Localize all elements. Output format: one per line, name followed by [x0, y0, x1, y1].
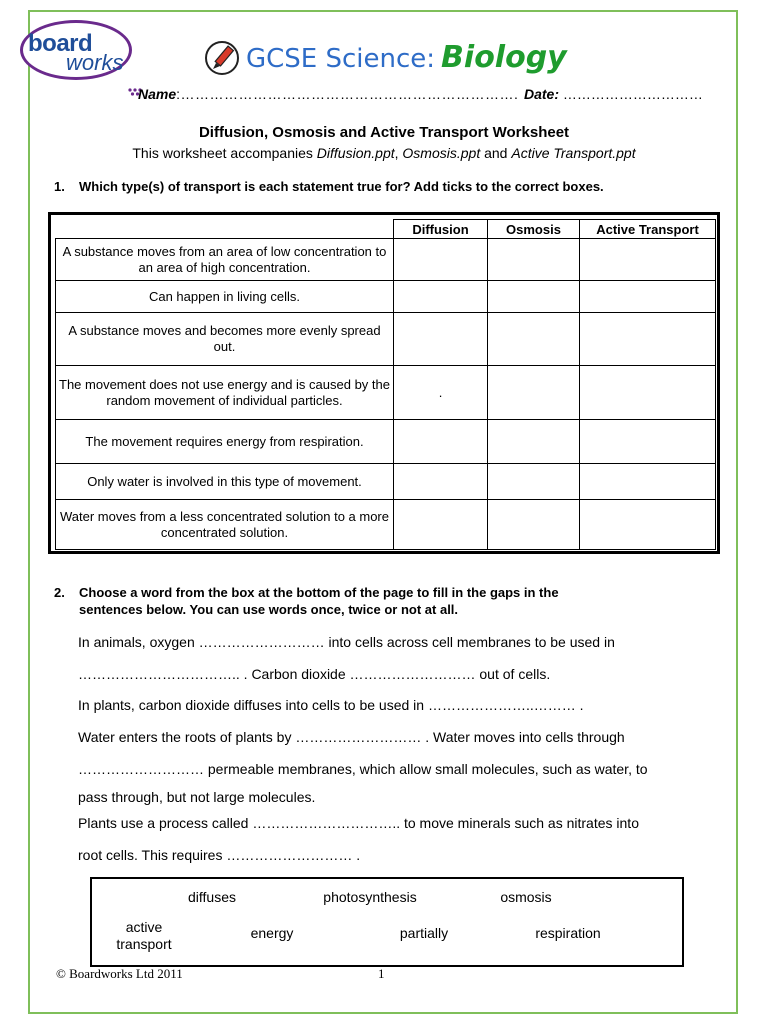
table-corner [56, 220, 394, 239]
name-field[interactable] [138, 86, 518, 102]
fill-gap-sentence: Plants use a process called ………………………….. to move minerals such as nitrates into [78, 815, 639, 831]
statement-cell: A substance moves and becomes more evenly spread out. [56, 313, 394, 366]
fill-gap-sentence: …………………………….. . Carbon dioxide ……………………… out of cells. [78, 666, 551, 682]
table-header-row [56, 220, 716, 239]
word-bank-item: partially [399, 925, 449, 941]
statement-cell: The movement requires energy from respiration. [56, 420, 394, 464]
table-row [56, 464, 716, 500]
tick-box-osmosis[interactable] [488, 313, 580, 366]
question-1-number: 1. [54, 179, 65, 194]
boardworks-logo [20, 20, 136, 84]
subtitle-separator-2: and [480, 145, 512, 161]
tick-box-active-transport[interactable] [580, 500, 716, 550]
table-row [56, 366, 716, 420]
date-label: Date: [524, 86, 560, 102]
question-1-text: Which type(s) of transport is each statement true for? Add ticks to the correct boxes. [79, 179, 604, 194]
tick-box-active-transport[interactable] [580, 420, 716, 464]
subtitle-file-osmosis: Osmosis.ppt [402, 145, 481, 161]
tick-box-osmosis[interactable] [488, 464, 580, 500]
statement-cell: Water moves from a less concentrated solution to a more concentrated solution. [56, 500, 394, 550]
subtitle-file-active-transport: Active Transport.ppt [511, 145, 636, 161]
question-2-line-2: sentences below. You can use words once, twice or not at all. [79, 602, 459, 617]
question-2-line-1: Choose a word from the box at the bottom of the page to fill in the gaps in the [79, 585, 559, 600]
brand-main: GCSE Science: [246, 44, 436, 74]
tick-box-osmosis[interactable] [488, 500, 580, 550]
statement-cell: The movement does not use energy and is caused by the random movement of individual particles. [56, 366, 394, 420]
fill-gap-sentence: In animals, oxygen ……………………… into cells across cell membranes to be used in [78, 634, 615, 650]
word-bank-item: energy [250, 925, 294, 941]
fill-gap-sentence: pass through, but not large molecules. [78, 789, 316, 805]
subtitle-prefix: This worksheet accompanies [132, 145, 317, 161]
logo-works-text: works [66, 50, 124, 75]
name-label: Name [138, 86, 177, 102]
date-field[interactable] [524, 86, 703, 102]
tick-box-active-transport[interactable] [580, 366, 716, 420]
tick-box-diffusion[interactable] [394, 500, 488, 550]
tick-box-active-transport[interactable] [580, 313, 716, 366]
date-dots: ………………………… [562, 86, 703, 102]
table-row [56, 500, 716, 550]
subtitle-separator-1: , [394, 145, 403, 161]
worksheet-title: Diffusion, Osmosis and Active Transport Worksheet [198, 124, 570, 141]
tick-box-diffusion[interactable] [394, 313, 488, 366]
table-row [56, 281, 716, 313]
transport-grid [55, 219, 716, 550]
tick-box-active-transport[interactable] [580, 281, 716, 313]
subtitle-file-diffusion: Diffusion.ppt [316, 145, 395, 161]
page-number: 1 [378, 966, 385, 981]
worksheet-subtitle [0, 145, 768, 161]
question-2-number: 2. [54, 585, 65, 600]
col-header-osmosis: Osmosis [488, 220, 580, 239]
tick-box-osmosis[interactable] [488, 420, 580, 464]
tick-box-diffusion[interactable] [394, 464, 488, 500]
word-bank-item: respiration [535, 925, 601, 941]
brand-title [246, 40, 567, 75]
brand-subject: Biology [441, 40, 567, 75]
word-bank-item: photosynthesis [323, 889, 417, 905]
tick-box-osmosis[interactable] [488, 366, 580, 420]
transport-table [48, 212, 720, 554]
table-row [56, 239, 716, 281]
statement-cell: A substance moves from an area of low concentration to an area of high concentration. [56, 239, 394, 281]
word-bank [90, 877, 684, 967]
tick-box-diffusion[interactable] [394, 239, 488, 281]
statement-cell: Can happen in living cells. [56, 281, 394, 313]
col-header-active-transport: Active Transport [580, 220, 716, 239]
tick-box-osmosis[interactable] [488, 239, 580, 281]
statement-cell: Only water is involved in this type of movement. [56, 464, 394, 500]
tick-box-diffusion[interactable]: . [394, 366, 488, 420]
tick-box-active-transport[interactable] [580, 464, 716, 500]
copyright: © Boardworks Ltd 2011 [56, 966, 183, 981]
tick-box-diffusion[interactable] [394, 420, 488, 464]
tick-box-diffusion[interactable] [394, 281, 488, 313]
fill-gap-sentence: In plants, carbon dioxide diffuses into cells to be used in …………………..……… . [78, 697, 584, 713]
logo-board-text: board [28, 30, 93, 57]
table-row [56, 313, 716, 366]
fill-gap-sentence: Water enters the roots of plants by ……………………… . Water moves into cells through [78, 729, 625, 745]
word-bank-item: osmosis [500, 889, 552, 905]
tick-box-active-transport[interactable] [580, 239, 716, 281]
fill-gap-sentence: ……………………… permeable membranes, which allow small molecules, such as water, to [78, 761, 648, 777]
col-header-diffusion: Diffusion [394, 220, 488, 239]
pencil-icon [204, 40, 240, 76]
word-bank-item: diffuses [188, 889, 236, 905]
tick-box-osmosis[interactable] [488, 281, 580, 313]
fill-gap-sentence: root cells. This requires ……………………… . [78, 847, 361, 863]
table-row [56, 420, 716, 464]
word-bank-item: active transport [116, 919, 172, 952]
name-dots: :……………………………………………………………. [176, 86, 519, 102]
